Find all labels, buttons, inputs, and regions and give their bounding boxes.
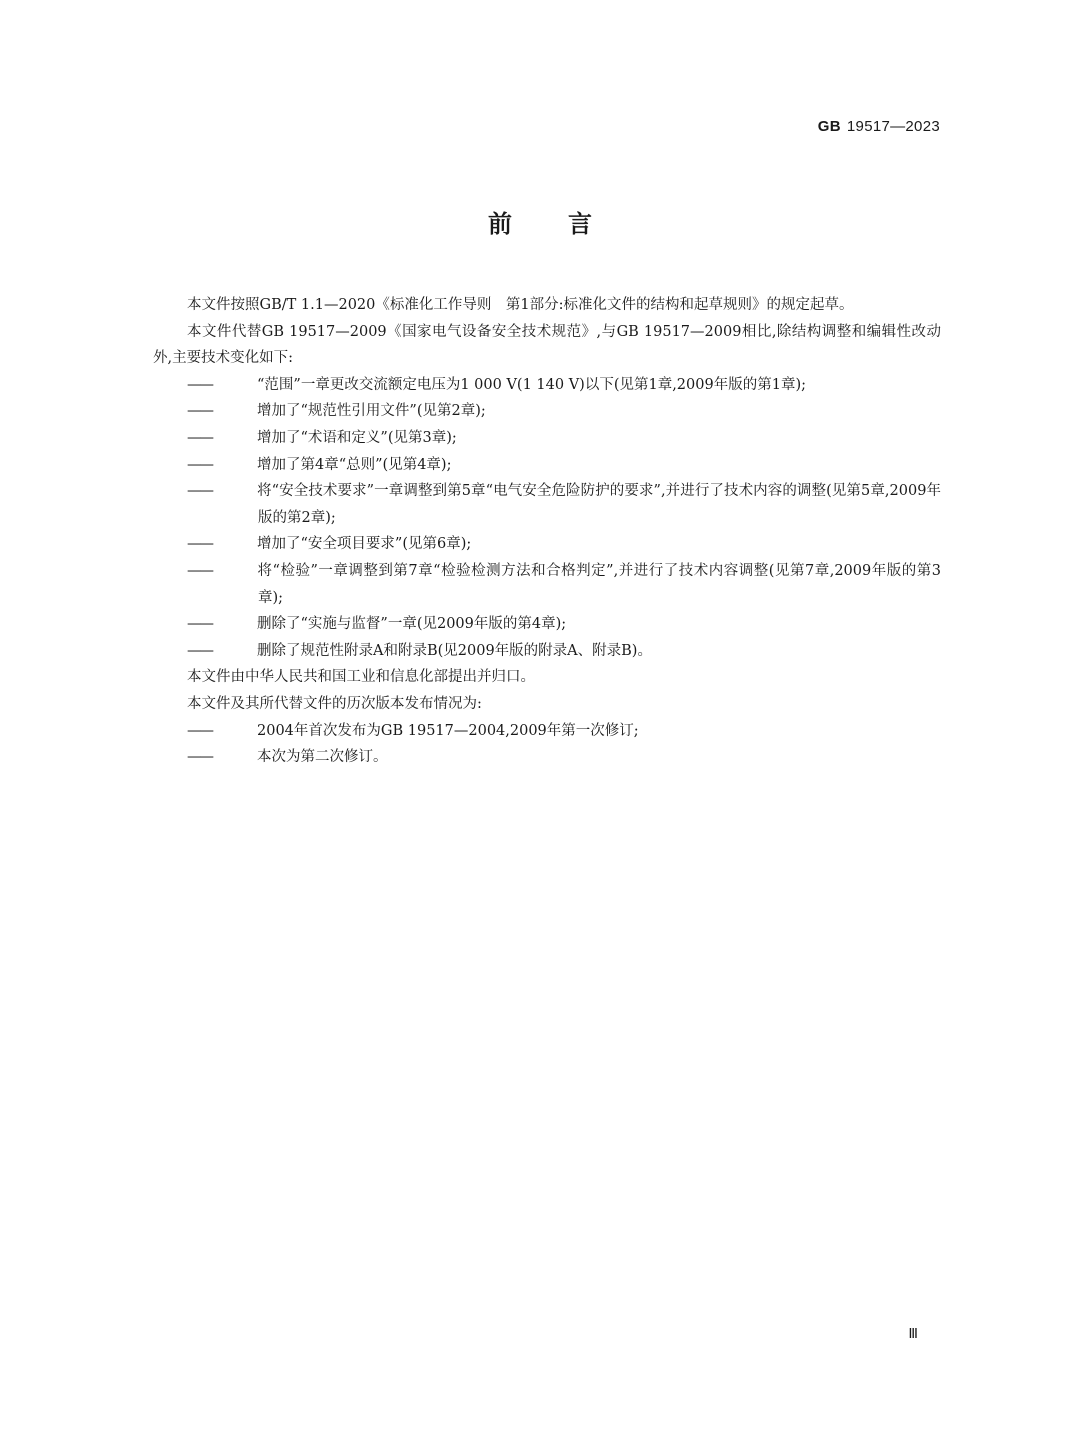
list-item: —— 将“检验”一章调整到第7章“检验检测方法和合格判定”,并进行了技术内容调整(见第7章,2009年版的第3章);	[187, 558, 941, 611]
list-item: —— 将“安全技术要求”一章调整到第5章“电气安全危险防护的要求”,并进行了技术内容的调整(见第5章,2009年版的第2章);	[187, 478, 941, 531]
paragraph-proposer: 本文件由中华人民共和国工业和信息化部提出并归口。	[187, 669, 535, 686]
dash-marker: ——	[187, 536, 212, 553]
page-title: 前言	[488, 210, 648, 238]
standard-prefix: GB	[817, 118, 841, 135]
dash-marker: ——	[187, 722, 212, 739]
list-item: —— 增加了第4章“总则”(见第4章);	[187, 452, 941, 479]
paragraph-history-intro: 本文件及其所代替文件的历次版本发布情况为:	[187, 695, 482, 712]
history-item: —— 2004年首次发布为GB 19517—2004,2009年第一次修订;	[187, 718, 941, 745]
dash-marker: ——	[187, 562, 212, 579]
foreword-body	[153, 292, 941, 771]
list-item: —— 增加了“规范性引用文件”(见第2章);	[187, 398, 941, 425]
dash-marker: ——	[187, 376, 212, 393]
dash-marker: ——	[187, 616, 212, 633]
dash-marker: ——	[187, 642, 212, 659]
list-item: —— “范围”一章更改交流额定电压为1 000 V(1 140 V)以下(见第1章,2009年版的第1章);	[187, 372, 941, 399]
paragraph-drafting-rules: 本文件按照GB/T 1.1—2020《标准化工作导则 第1部分:标准化文件的结构和起草规则》的规定起草。	[187, 297, 854, 313]
dash-marker: ——	[187, 403, 212, 420]
dash-marker: ——	[187, 483, 212, 500]
dash-marker: ——	[187, 429, 212, 446]
list-item: —— 删除了规范性附录A和附录B(见2009年版的附录A、附录B)。	[187, 638, 941, 665]
paragraph-replacement: 本文件代替GB 19517—2009《国家电气设备安全技术规范》,与GB 19517—2009相比,除结构调整和编辑性改动外,主要技术变化如下:	[153, 323, 941, 367]
dash-marker: ——	[187, 456, 212, 473]
page-number: Ⅲ	[908, 1327, 918, 1342]
standard-number: 19517—2023	[846, 118, 940, 135]
list-item: —— 增加了“安全项目要求”(见第6章);	[187, 531, 941, 558]
list-item: —— 删除了“实施与监督”一章(见2009年版的第4章);	[187, 611, 941, 638]
dash-marker: ——	[187, 749, 212, 766]
standard-number-header	[818, 118, 940, 135]
list-item: —— 增加了“术语和定义”(见第3章);	[187, 425, 941, 452]
history-item: —— 本次为第二次修订。	[187, 744, 941, 771]
